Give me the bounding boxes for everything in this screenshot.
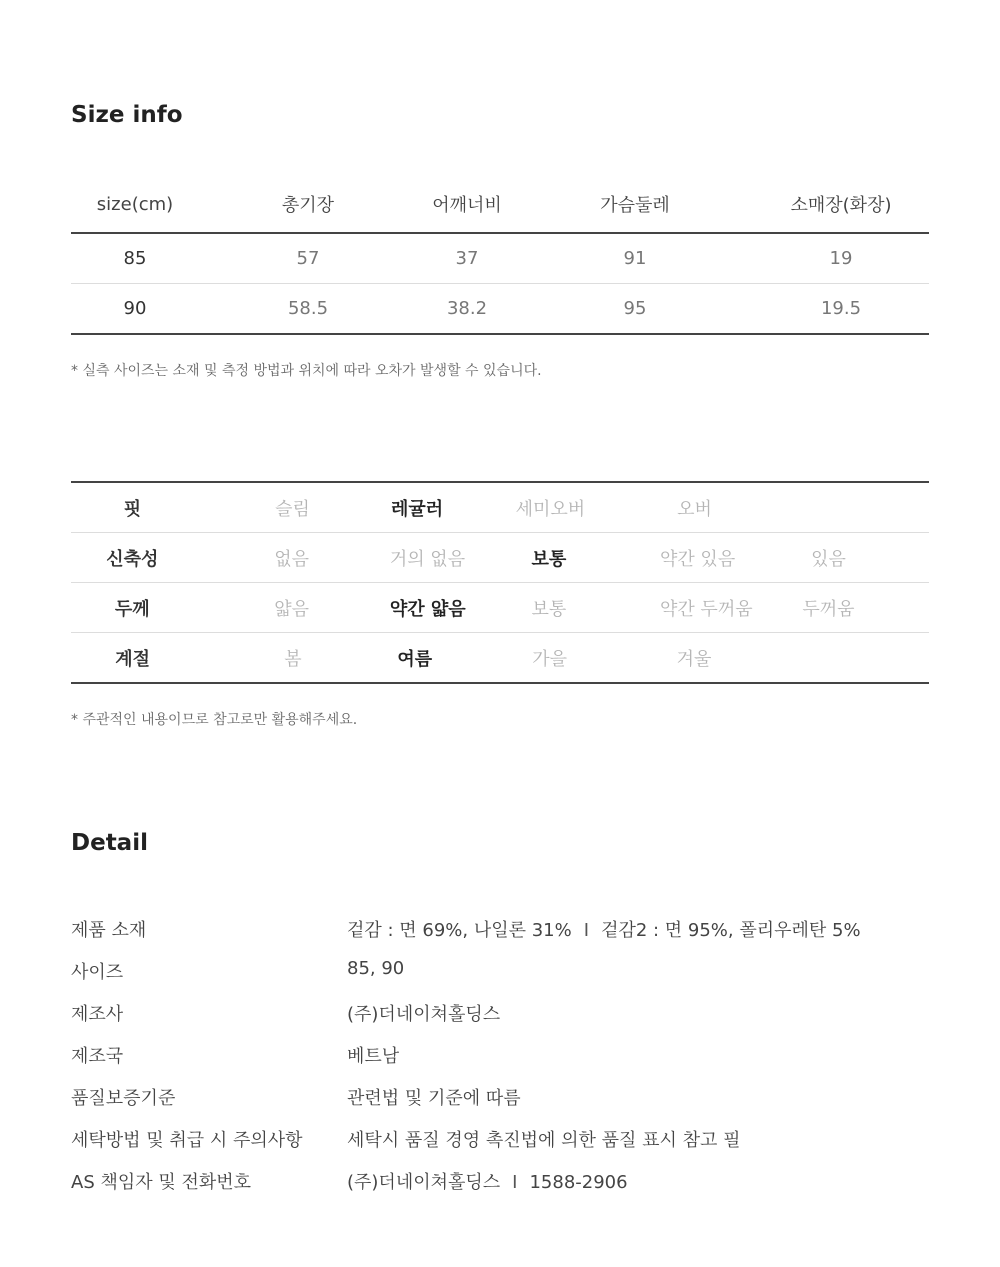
- attr-option: 보통: [531, 598, 567, 620]
- attr-option: 없음: [274, 548, 310, 570]
- detail-key: AS 책임자 및 전화번호: [71, 1172, 252, 1193]
- attr-option: 있음: [811, 548, 846, 570]
- phone-number: 1588-2906: [529, 1172, 628, 1193]
- attr-row-season: [71, 633, 929, 684]
- attr-option: 두꺼움: [802, 598, 855, 620]
- attr-option: 겨울: [676, 648, 712, 670]
- detail-value: [347, 916, 861, 942]
- detail-value: 85, 90: [347, 958, 405, 979]
- sleeve-cell: 19.5: [820, 298, 862, 319]
- attr-option: 약간 있음: [659, 548, 736, 570]
- value-separator: I: [583, 920, 590, 941]
- attr-option: 얇음: [274, 598, 310, 620]
- detail-value: 세탁시 품질 경영 촉진법에 의한 품질 표시 참고 필: [347, 1130, 741, 1151]
- value-separator: I: [512, 1172, 518, 1193]
- attribute-table: [71, 481, 929, 684]
- detail-value-main: 겉감 : 면 69%, 나일론 31%: [347, 920, 572, 941]
- table-row: [71, 234, 929, 284]
- attr-label: 신축성: [106, 548, 159, 570]
- attr-option: 거의 없음: [389, 548, 466, 570]
- attr-label: 핏: [123, 498, 142, 520]
- size-cell: 85: [123, 248, 147, 269]
- shoulder-cell: 37: [455, 248, 479, 269]
- attr-label: 계절: [115, 648, 151, 670]
- attr-option: 약간 두꺼움: [659, 598, 753, 620]
- attr-row-elasticity: [71, 533, 929, 583]
- attr-option: 약간 얇음: [389, 598, 466, 620]
- detail-row-as-contact: [71, 1168, 951, 1210]
- chest-cell: 95: [623, 298, 647, 319]
- detail-row-quality: [71, 1084, 951, 1126]
- detail-row-country: [71, 1042, 951, 1084]
- size-table: [71, 176, 929, 335]
- detail-title: Detail: [71, 830, 148, 856]
- detail-key: 제조사: [71, 1004, 124, 1025]
- detail-key: 제조국: [71, 1046, 124, 1067]
- detail-key: 제품 소재: [71, 920, 147, 941]
- detail-key: 세탁방법 및 취급 시 주의사항: [71, 1130, 303, 1151]
- detail-value-secondary: 겉감2 : 면 95%, 폴리우레탄 5%: [601, 920, 861, 941]
- attr-row-fit: [71, 483, 929, 533]
- detail-value: (주)더네이쳐홀딩스: [347, 1004, 501, 1025]
- attr-option: 가을: [532, 648, 567, 670]
- attr-option: 여름: [397, 648, 433, 670]
- shoulder-cell: 38.2: [446, 298, 488, 319]
- header-sleeve: 소매장(화장): [790, 195, 892, 216]
- detail-value: 관련법 및 기준에 따름: [347, 1088, 521, 1109]
- attr-option: 슬림: [275, 498, 310, 520]
- table-row: [71, 284, 929, 335]
- total-length-cell: 57: [296, 248, 320, 269]
- detail-key: 사이즈: [71, 962, 124, 983]
- chest-cell: 91: [623, 248, 647, 269]
- attr-option: 보통: [531, 548, 567, 570]
- size-cell: 90: [123, 298, 147, 319]
- detail-row-material: [71, 916, 951, 958]
- detail-list: [71, 916, 951, 1210]
- detail-value: 베트남: [347, 1046, 400, 1067]
- detail-value-main: (주)더네이쳐홀딩스: [347, 1172, 501, 1193]
- attribute-note: * 주관적인 내용이므로 참고로만 활용해주세요.: [71, 712, 358, 728]
- size-table-header: [71, 176, 929, 234]
- attr-option: 레귤러: [390, 498, 444, 520]
- detail-row-care: [71, 1126, 951, 1168]
- header-size: size(cm): [96, 193, 174, 215]
- size-info-title: Size info: [71, 102, 183, 128]
- attr-row-thickness: [71, 583, 929, 633]
- attr-option: 세미오버: [515, 498, 586, 520]
- detail-row-size: [71, 958, 951, 1000]
- attr-option: 봄: [284, 648, 302, 670]
- attr-label: 두께: [114, 598, 150, 620]
- header-total-length: 총기장: [281, 195, 335, 216]
- detail-row-manufacturer: [71, 1000, 951, 1042]
- size-note: * 실측 사이즈는 소재 및 측정 방법과 위치에 따라 오차가 발생할 수 있습니다.: [71, 363, 542, 379]
- attr-option: 오버: [677, 498, 712, 520]
- total-length-cell: 58.5: [287, 298, 329, 319]
- sleeve-cell: 19: [829, 248, 853, 269]
- detail-value: [347, 1168, 628, 1194]
- header-chest: 가슴둘레: [600, 195, 670, 216]
- header-shoulder: 어깨너비: [432, 195, 502, 216]
- detail-key: 품질보증기준: [71, 1088, 176, 1109]
